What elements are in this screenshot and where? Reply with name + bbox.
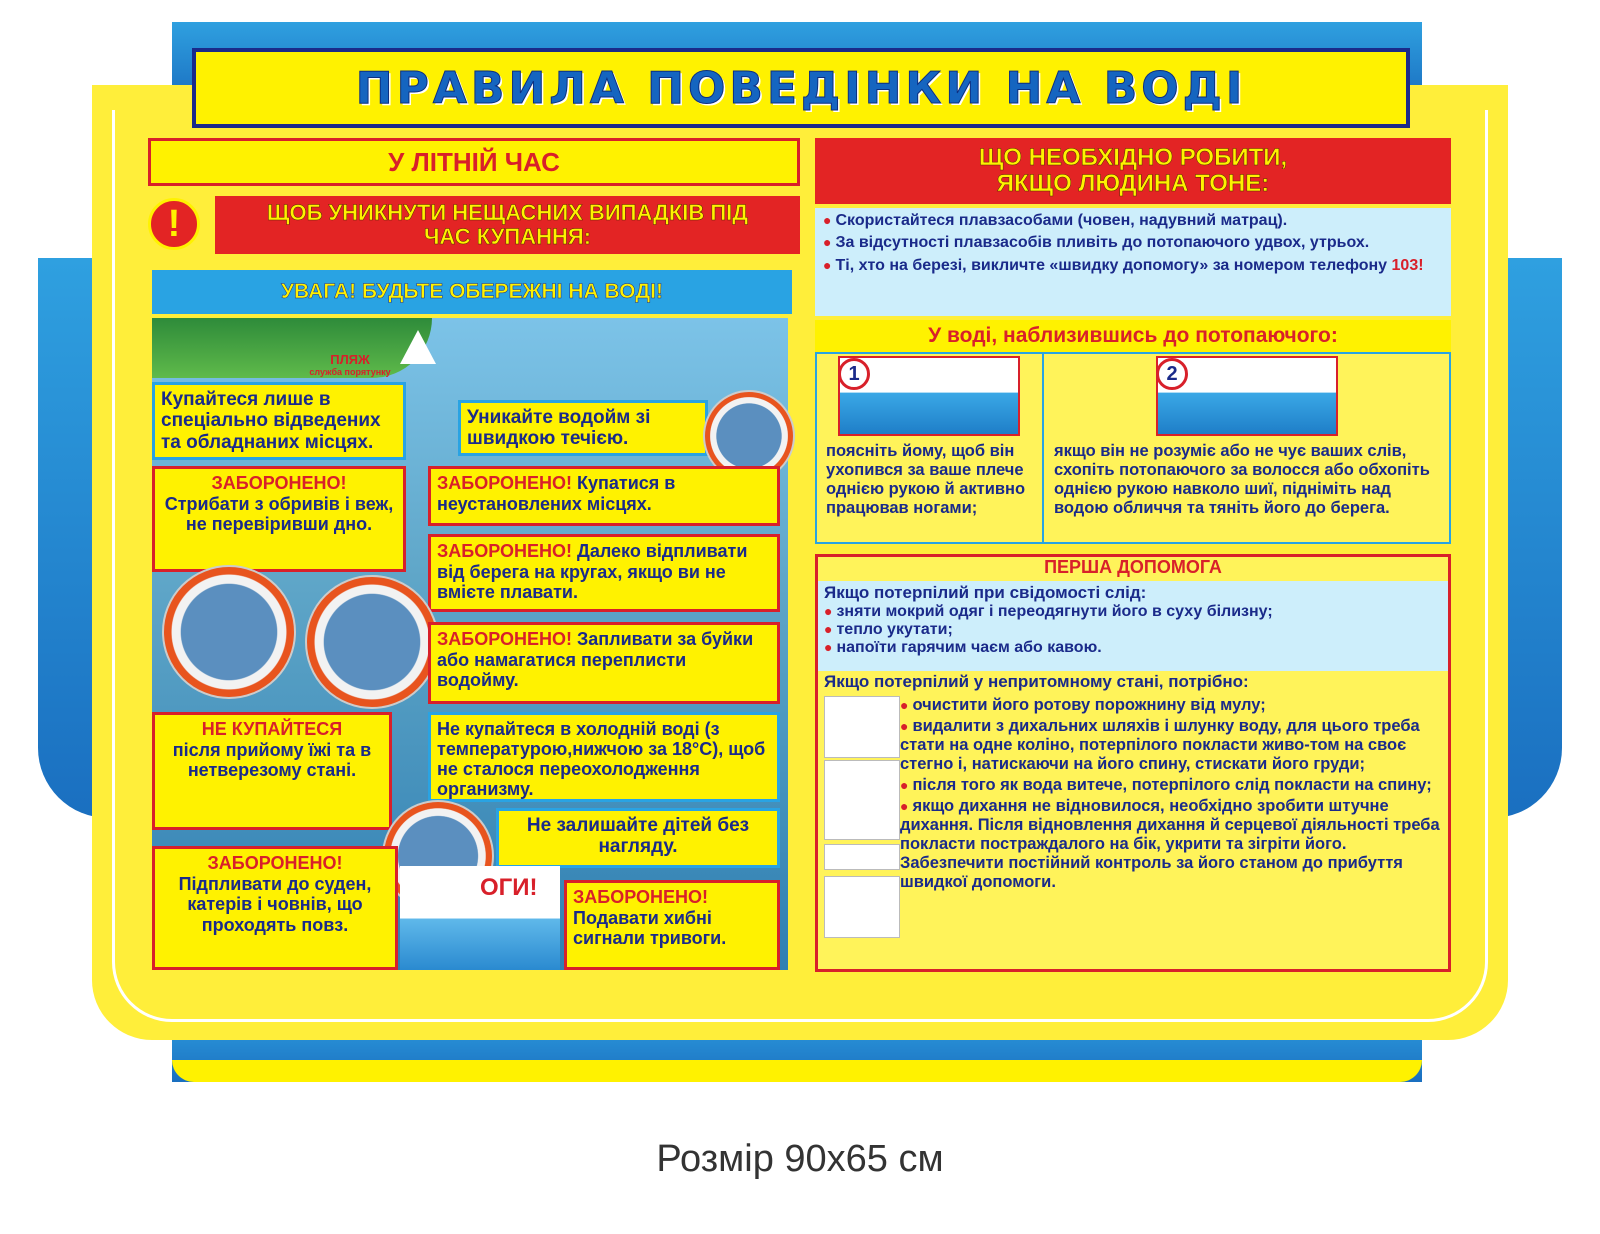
- rule-signals-text: Подавати хибні сигнали тривоги.: [573, 907, 727, 949]
- drowning-actions-panel: [815, 208, 1451, 316]
- step2-text: якщо він не розуміє або не чує ваших слів, схопіть потопаючого за волосся або обхопіть однією рукою навколо шиї, підніміть над водою обличчя та тяніть його до берега.: [1054, 442, 1430, 517]
- unconscious-list: [900, 696, 1446, 968]
- drowning-action-3-text: Ті, хто на березі, викличте «швидку допомогу» за номером телефону: [835, 256, 1388, 274]
- first-aid-figure-2: [824, 760, 900, 840]
- unconscious-item-1: [900, 696, 1446, 715]
- rule-boats-text: Підпливати до суден, катерів і човнів, що проходять повз.: [178, 873, 372, 936]
- rule-unknown-label: ЗАБОРОНЕНО!: [437, 473, 572, 493]
- rule-unknown-text: Купатися в неустановлених місцях.: [437, 473, 676, 514]
- help-shout: ОГИ!: [480, 874, 538, 901]
- bullet-icon: ●: [824, 620, 833, 637]
- left-heading: У ЛІТНІЙ ЧАС: [148, 138, 800, 186]
- step1-text: поясніть йому, щоб він ухопився за ваше плече однією рукою й активно працював ногами;: [826, 442, 1026, 517]
- drowning-action-2: [823, 234, 1443, 252]
- bullet-icon: ●: [823, 256, 832, 273]
- drowning-cartoon: [400, 866, 560, 970]
- first-aid-heading: ПЕРША ДОПОМОГА: [1044, 557, 1222, 577]
- bullet-icon: ●: [824, 602, 833, 619]
- bullet-icon: ●: [823, 212, 832, 228]
- conscious-item-2-text: тепло укутати;: [836, 620, 953, 638]
- rule-jump-label: ЗАБОРОНЕНО!: [211, 473, 347, 493]
- unconscious-heading: Якщо потерпілий у непритомному стані, потрібно:: [824, 672, 1249, 691]
- unconscious-item-2: [900, 717, 1446, 774]
- rule-jump: [152, 466, 406, 572]
- conscious-item-1: [824, 603, 1442, 621]
- rescue-steps-divider: [1042, 352, 1044, 544]
- rule-boats: [152, 846, 398, 970]
- conscious-item-2: [824, 621, 1442, 639]
- first-aid-figure-1: [824, 696, 900, 758]
- first-aid-figure-4: [824, 876, 900, 938]
- rule-drunk: [152, 712, 392, 830]
- rule-buoys-text: Запливати за буйки або намагатися переплисти водойму.: [437, 629, 754, 691]
- rule-rings-label: ЗАБОРОНЕНО!: [437, 541, 572, 561]
- left-warning: УВАГА! БУДЬТЕ ОБЕРЕЖНІ НА ВОДІ!: [152, 270, 792, 314]
- board-title-box: [192, 48, 1410, 128]
- warning-icon: [148, 198, 200, 250]
- conscious-item-3-text: напоїти гарячим чаєм або кавою.: [836, 639, 1102, 657]
- first-aid-figure-3: [824, 844, 900, 870]
- board-bottom-stripe: [172, 1060, 1422, 1082]
- rescue-sign-label: служба порятунку: [309, 367, 391, 377]
- rule-rings-text: Далеко відпливати від берега на кругах, якщо ви не вмієте плавати.: [437, 541, 748, 603]
- rule-jump-text: Стрибати з обривів і веж, не перевіривши дно.: [164, 493, 394, 535]
- board-title: ПРАВИЛА ПОВЕДІНКИ НА ВОДІ: [355, 62, 1247, 114]
- lifering-photo-middle: [305, 575, 439, 709]
- lifering-photo-left: [162, 565, 296, 699]
- beach-sign: [290, 352, 410, 380]
- bullet-icon: ●: [900, 717, 909, 734]
- unconscious-item-3-text: після того як вода витече, потерпілого слід покласти на спину;: [912, 775, 1432, 794]
- bullet-icon: ●: [900, 697, 909, 713]
- conscious-heading: Якщо потерпілий при свідомості слід:: [824, 583, 1147, 602]
- unconscious-item-4: [900, 797, 1446, 892]
- rule-signals: [564, 880, 780, 970]
- rule-current: Уникайте водойм зі швидкою течією.: [458, 400, 708, 456]
- conscious-panel: [818, 581, 1448, 671]
- unconscious-item-2-text: видалити з дихальних шляхів і шлунку воду, для цього треба стати на одне коліно, потерпілого покласти живо-том на своє стегно і, натискаючи на його спину, стискати його груди;: [900, 716, 1420, 773]
- rule-boats-label: ЗАБОРОНЕНО!: [207, 853, 343, 873]
- bullet-icon: ●: [823, 234, 832, 251]
- rule-buoys: [428, 622, 780, 704]
- beach-sign-label: ПЛЯЖ: [330, 352, 370, 367]
- rule-children: Не залишайте дітей без нагляду.: [496, 808, 780, 868]
- left-subheading: ЩОБ УНИКНУТИ НЕЩАСНИХ ВИПАДКІВ ПІД ЧАС КУПАННЯ:: [215, 196, 800, 254]
- rule-swim-places: Купайтеся лише в спеціально відведених та обладнаних місцях.: [152, 382, 406, 460]
- rule-signals-label: ЗАБОРОНЕНО!: [573, 887, 708, 907]
- rule-drunk-text: після прийому їжі та в нетверезому стані.: [172, 739, 372, 781]
- unconscious-item-3: [900, 776, 1446, 795]
- emergency-phone: 103!: [1391, 256, 1424, 274]
- rule-unknown: [428, 466, 780, 526]
- unconscious-item-1-text: очистити його ротову порожнину від мулу;: [912, 696, 1266, 714]
- step2-badge: 2: [1156, 358, 1188, 390]
- right-heading: ЩО НЕОБХІДНО РОБИТИ, ЯКЩО ЛЮДИНА ТОНЕ:: [815, 138, 1451, 204]
- rule-cold: Не купайтеся в холодній воді (з температурою,нижчою за 18°С), щоб не сталося переохолодження организму.: [428, 712, 780, 802]
- rule-drunk-label: НЕ КУПАЙТЕСЯ: [201, 719, 343, 739]
- rule-buoys-label: ЗАБОРОНЕНО!: [437, 629, 572, 649]
- conscious-item-1-text: зняти мокрий одяг і переодягнути його в суху білизну;: [836, 602, 1273, 620]
- bullet-icon: ●: [900, 797, 909, 814]
- drowning-action-2-text: За відсутності плавзасобів пливіть до потопаючого удвох, утрьох.: [835, 234, 1370, 252]
- size-caption: Розмір 90х65 см: [656, 1138, 944, 1180]
- drowning-action-3: [823, 257, 1443, 275]
- step1-badge: 1: [838, 358, 870, 390]
- exclamation-mark: !: [167, 202, 181, 245]
- drowning-action-1-text: Скористайтеся плавзасобами (човен, надувний матрац).: [835, 212, 1288, 229]
- drowning-action-1: [823, 212, 1443, 230]
- bullet-icon: ●: [900, 776, 909, 793]
- unconscious-item-4-text: якщо дихання не відновилося, необхідно зробити штучне дихання. Після відновлення дихання й серцевої діяльності треба покласти постраждалого на бік, укрити та зігріти його. Забезпечити постійний контроль за його станом до прибуття швидкої допомоги.: [900, 796, 1440, 891]
- conscious-item-3: [824, 639, 1442, 657]
- rule-rings: [428, 534, 780, 612]
- in-water-heading: У воді, наблизившись до потопаючого:: [815, 320, 1451, 352]
- bullet-icon: ●: [824, 639, 833, 656]
